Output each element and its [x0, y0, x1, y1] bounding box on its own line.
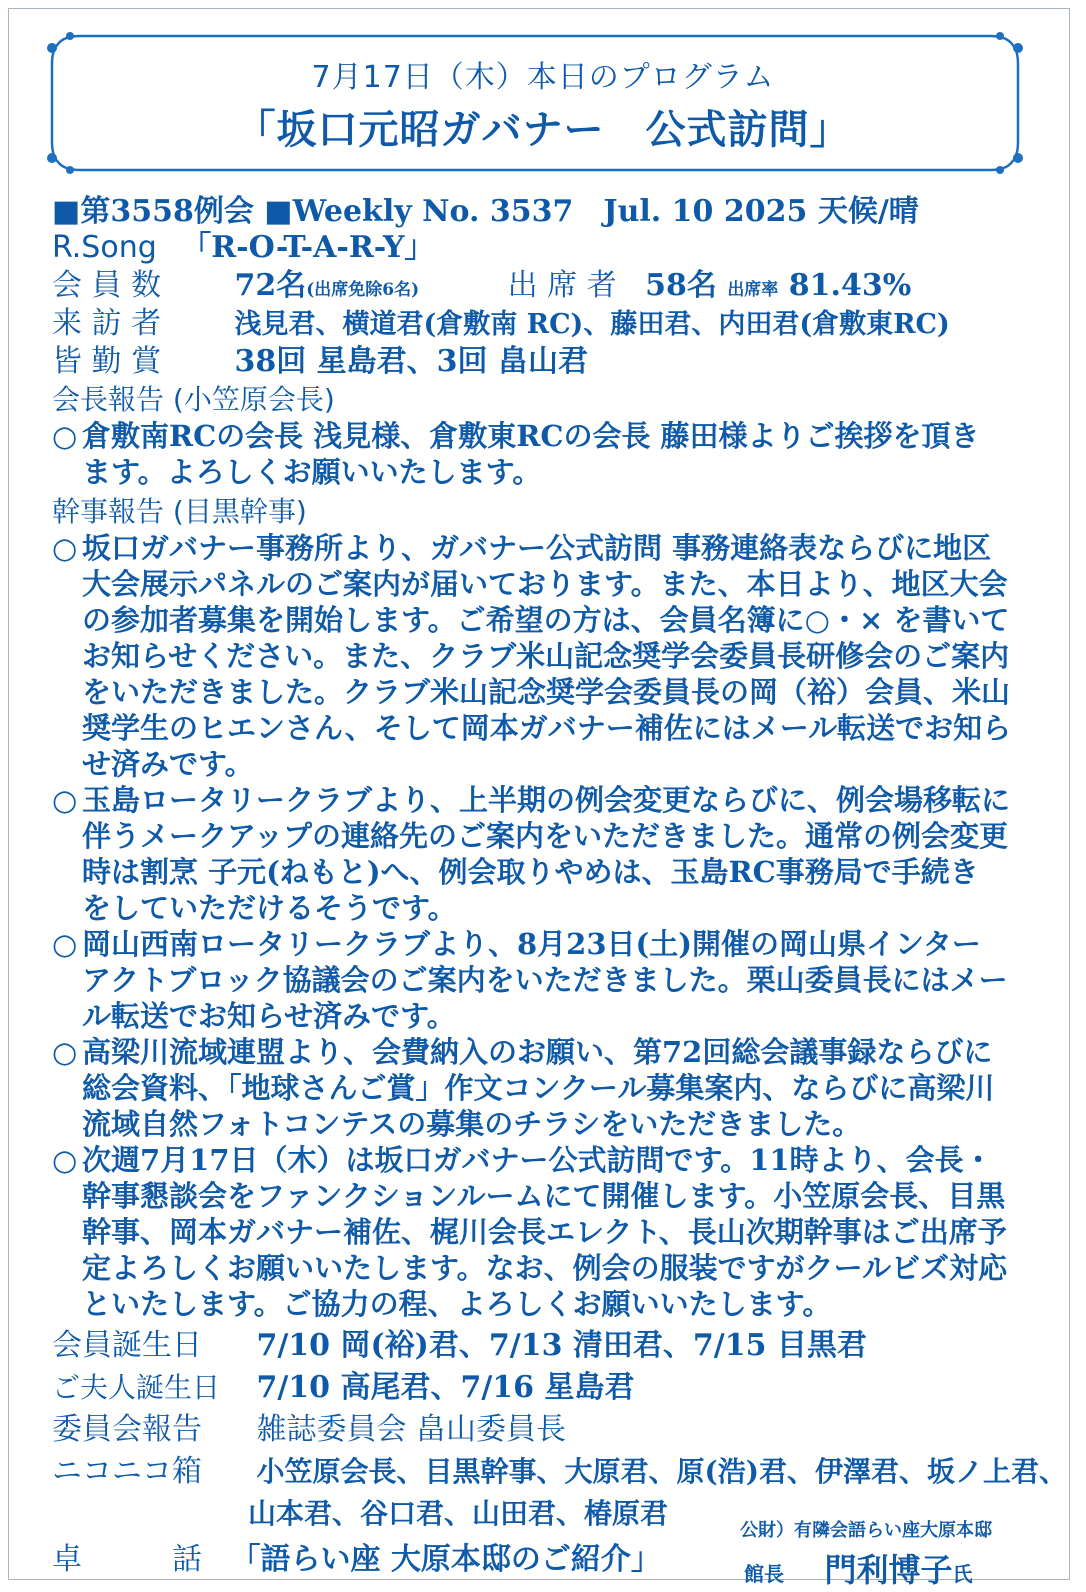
talk-label: 卓 話	[52, 1542, 202, 1577]
birthday-label: 会員誕生日	[52, 1328, 202, 1363]
talk-row	[52, 1542, 661, 1578]
bullet-icon: ○	[52, 419, 78, 453]
secretary-item-text: 坂口ガバナー事務所より、ガバナー公式訪問 事務連絡表ならびに地区 大会展示パネルのご案内が届いております。また、本日より、地区大会 の参加者募集を開始します。ご希望の方は、会員名簿に○・× を書いて お知らせください。また、クラブ米山記念奨学会委員長研修会のご案内 をいただきました。クラブ米山記念奨学会委員長の岡（裕）会員、米山 奨学生のヒエンさん、そして岡本ガバナー補佐にはメール転送でお知ら せ済みです。	[82, 531, 1012, 781]
members-count: 72名	[234, 268, 307, 303]
song-row	[52, 230, 434, 266]
secretary-item-text: 玉島ロータリークラブより、上半期の例会変更ならびに、例会場移転に 伴うメークアップの連絡先のご案内をいただきました。通常の例会変更 時は割烹 子元(ねもと)へ、例会取りやめは、玉島RC事務局で手続き をしていただけるそうです。	[82, 783, 1011, 925]
song-value: 「R-O-T-A-R-Y」	[181, 230, 435, 265]
attendance-label: 出 席 者	[507, 268, 617, 303]
members-label: 会 員 数	[52, 268, 162, 303]
spouse-value: 7/10 高尾君、7/16 星島君	[256, 1370, 635, 1405]
talk-org: 公財）有隣会語らい座大原本邸	[740, 1520, 992, 1541]
meeting-info: ■第3558例会 ■Weekly No. 3537 Jul. 10 2025 天候/晴	[52, 194, 919, 229]
perfect-value: 38回 星島君、3回 畠山君	[234, 344, 588, 379]
talk-speaker-row	[744, 1552, 972, 1592]
president-item-text: 倉敷南RCの会長 浅見様、倉敷東RCの会長 藤田様よりご挨拶を頂き ます。よろしくお願いいたします。	[82, 419, 980, 489]
talk-role: 館長	[744, 1562, 784, 1586]
talk-speaker: 門利博子	[824, 1551, 953, 1589]
committee-row	[52, 1412, 566, 1448]
secretary-item-text: 岡山西南ロータリークラブより、8月23日(土)開催の岡山県インター アクトブロック協議会のご案内をいただきました。栗山委員長にはメー ル転送でお知らせ済みです。	[82, 927, 1008, 1033]
niko-line1: 小笠原会長、目黒幹事、大原君、原(浩)君、伊澤君、坂ノ上君、	[256, 1455, 1067, 1488]
visitors-label: 来 訪 者	[52, 306, 162, 341]
president-heading: 会長報告 (小笠原会長)	[52, 383, 335, 416]
rate-value: 81.43%	[788, 268, 912, 303]
attendance-count: 58名	[645, 268, 717, 303]
niko-row	[52, 1454, 1067, 1490]
secretary-item-text: 高梁川流域連盟より、会費納入のお願い、第72回総会議事録ならびに 総会資料、「地球さんご賞」作文コンクール募集案内、ならびに高梁川 流域自然フォトコンテスの募集のチラシをいただきました。	[82, 1035, 995, 1141]
talk-title: 「語らい座 大原本邸のご紹介」	[230, 1542, 661, 1577]
bullet-icon: ○	[52, 927, 78, 961]
bullet-icon: ○	[52, 1035, 78, 1069]
spouse-row	[52, 1370, 635, 1406]
bullet-icon: ○	[52, 1143, 78, 1177]
committee-label: 委員会報告	[52, 1412, 202, 1447]
perfect-row	[52, 344, 588, 380]
secretary-heading: 幹事報告 (目黒幹事)	[52, 495, 307, 528]
secretary-item	[52, 530, 1052, 782]
visitors-value: 浅見君、横道君(倉敷南 RC)、藤田君、内田君(倉敷東RC)	[234, 309, 950, 340]
president-item	[52, 418, 1052, 490]
members-note: (出席免除6名)	[306, 280, 420, 300]
secretary-item	[52, 1142, 1052, 1322]
secretary-item	[52, 1034, 1052, 1142]
secretary-item	[52, 926, 1052, 1034]
program-title: 「坂口元昭ガバナー 公式訪問」	[235, 106, 851, 153]
birthday-row	[52, 1328, 867, 1364]
members-row	[52, 268, 911, 308]
rate-label: 出席率	[727, 280, 779, 300]
visitors-row	[52, 306, 950, 343]
niko-label: ニコニコ箱	[52, 1454, 202, 1489]
bullet-icon: ○	[52, 783, 78, 817]
spouse-label: ご夫人誕生日	[52, 1371, 221, 1404]
committee-value: 雑誌委員会 畠山委員長	[256, 1412, 566, 1447]
perfect-label: 皆 勤 賞	[52, 344, 162, 379]
program-date-line: 7月17日（木）本日のプログラム	[311, 60, 775, 95]
secretary-item-text: 次週7月17日（木）は坂口ガバナー公式訪問です。11時より、会長・ 幹事懇談会をファンクションルームにて開催します。小笠原会長、目黒 幹事、岡本ガバナー補佐、梶川会長エレクト、長山次期幹事はご出席予 定よろしくお願いいたします。なお、例会の服装ですがクールビズ対応 といたします。ご協力の程、よろしくお願いいたします。	[82, 1143, 1008, 1321]
bullet-icon: ○	[52, 531, 78, 565]
secretary-item	[52, 782, 1052, 926]
niko-line2: 山本君、谷口君、山田君、椿原君	[248, 1497, 669, 1530]
song-label: R.Song	[52, 230, 157, 265]
talk-honorific: 氏	[952, 1562, 973, 1586]
birthday-value: 7/10 岡(裕)君、7/13 清田君、7/15 目黒君	[256, 1328, 867, 1363]
